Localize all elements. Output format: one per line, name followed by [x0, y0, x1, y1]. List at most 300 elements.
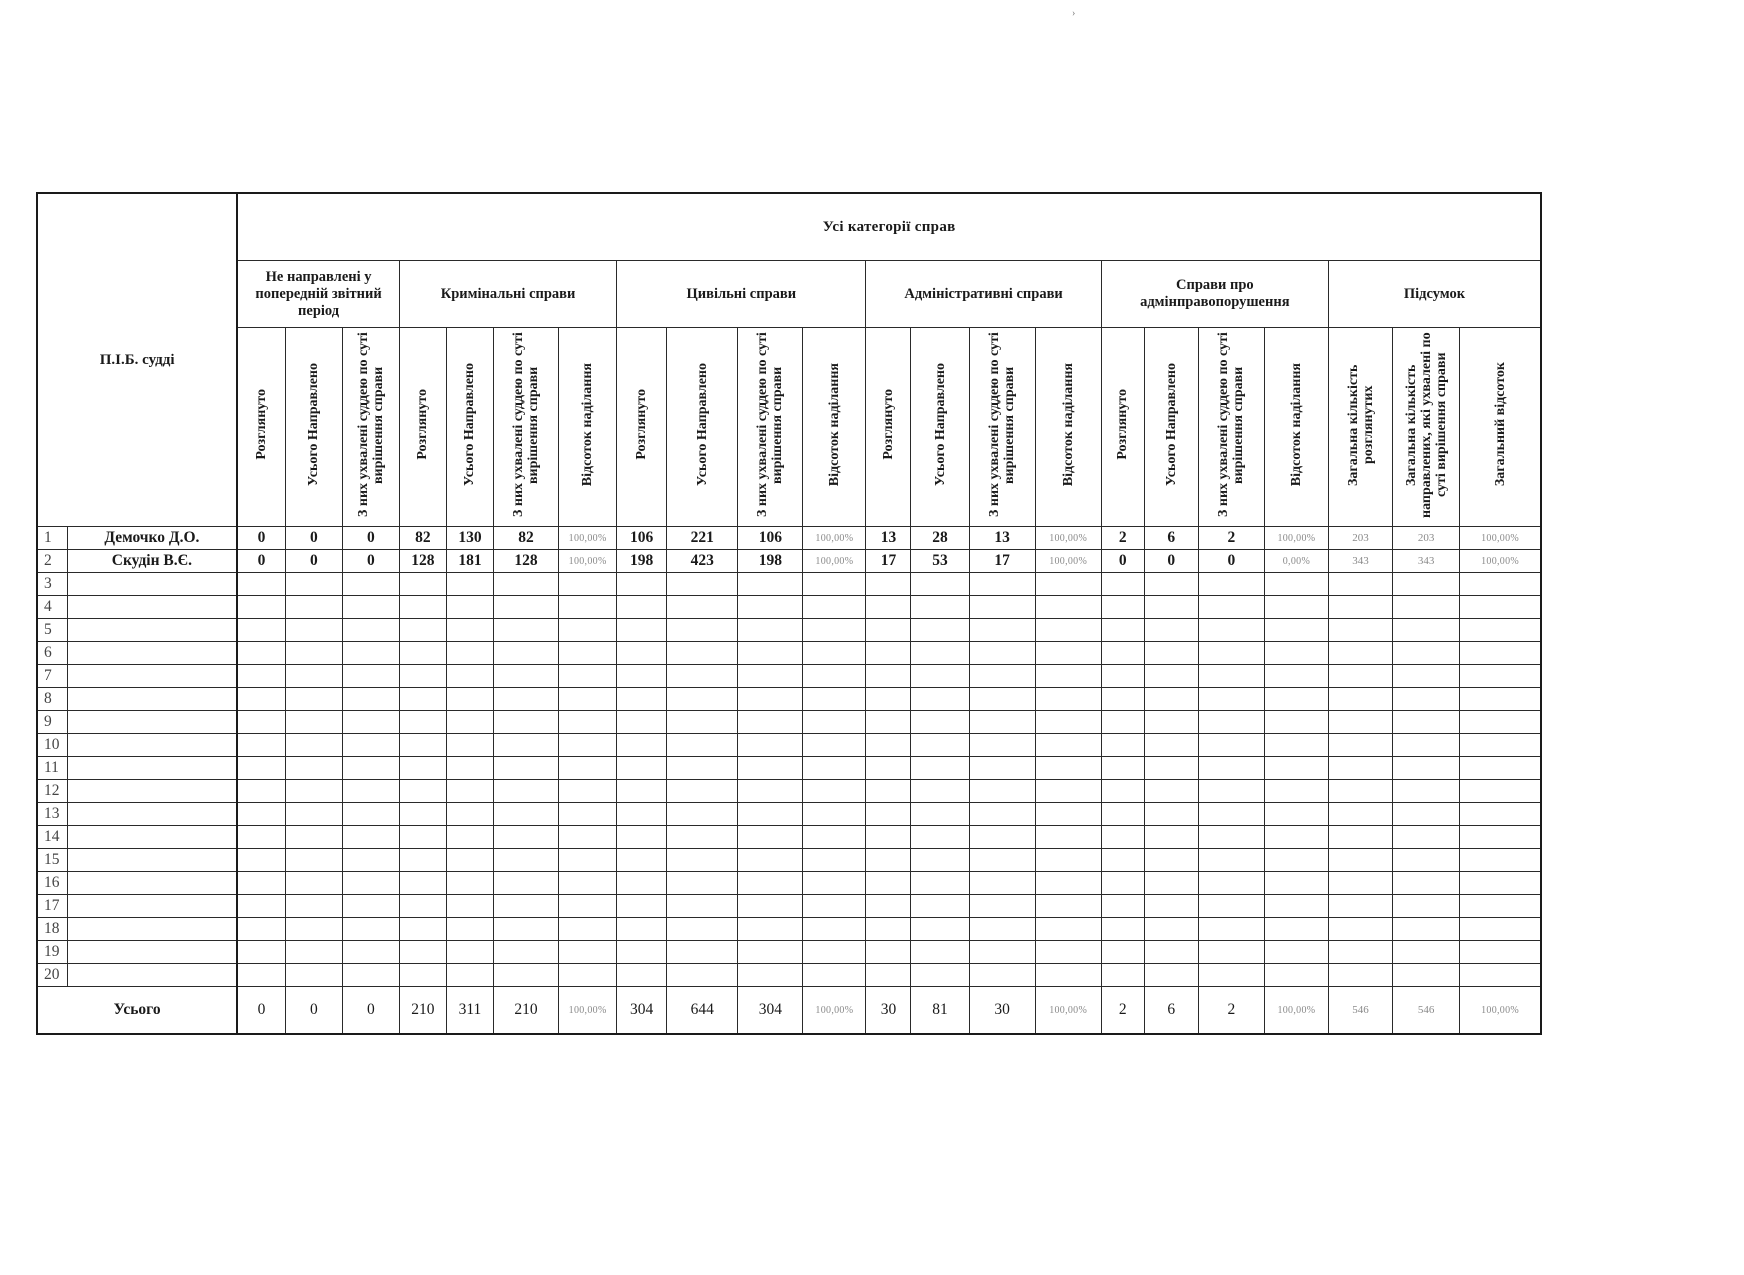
- row-number: 17: [37, 895, 67, 918]
- data-cell: [1393, 619, 1460, 642]
- data-cell: [1264, 780, 1328, 803]
- data-cell: 82: [494, 527, 559, 550]
- data-cell: [617, 918, 667, 941]
- data-cell: 0: [342, 550, 399, 573]
- column-header: [1393, 328, 1460, 527]
- row-number: 10: [37, 734, 67, 757]
- row-number: 5: [37, 619, 67, 642]
- data-cell: [911, 734, 969, 757]
- column-header-label: З них ухвалені суддею по суті вирішення справи: [987, 332, 1018, 517]
- data-cell: [1460, 619, 1541, 642]
- data-cell: [446, 826, 493, 849]
- table-row: [37, 780, 1541, 803]
- column-header-label: Усього Направлено: [1163, 363, 1179, 486]
- data-cell: [617, 711, 667, 734]
- data-cell: [667, 573, 738, 596]
- data-cell: [285, 849, 342, 872]
- data-cell: 106: [617, 527, 667, 550]
- data-cell: [1101, 757, 1144, 780]
- data-cell: [559, 941, 617, 964]
- data-cell: [1264, 803, 1328, 826]
- data-cell: [399, 918, 446, 941]
- data-cell: 221: [667, 527, 738, 550]
- data-cell: [911, 711, 969, 734]
- data-cell: [1393, 964, 1460, 987]
- data-cell: [342, 642, 399, 665]
- data-cell: [667, 941, 738, 964]
- data-cell: [617, 849, 667, 872]
- data-cell: [866, 619, 911, 642]
- data-cell: [1198, 711, 1264, 734]
- data-cell: 100,00%: [559, 550, 617, 573]
- column-header-label: З них ухвалені суддею по суті вирішення справи: [511, 332, 542, 517]
- column-header: [738, 328, 803, 527]
- group-header: Цивільні справи: [617, 261, 866, 328]
- data-cell: [667, 895, 738, 918]
- data-cell: [446, 918, 493, 941]
- data-cell: [667, 964, 738, 987]
- data-cell: [1460, 780, 1541, 803]
- data-cell: [342, 872, 399, 895]
- data-cell: [911, 941, 969, 964]
- data-cell: [1328, 941, 1392, 964]
- data-cell: [1144, 941, 1198, 964]
- data-cell: [1393, 895, 1460, 918]
- data-cell: [1393, 803, 1460, 826]
- data-cell: [342, 711, 399, 734]
- data-cell: [1035, 849, 1101, 872]
- data-cell: 203: [1328, 527, 1392, 550]
- data-cell: [667, 711, 738, 734]
- row-number: 13: [37, 803, 67, 826]
- data-cell: [1328, 849, 1392, 872]
- group-header: Не направлені у попередній звітний період: [237, 261, 399, 328]
- data-cell: [446, 688, 493, 711]
- data-cell: [1101, 895, 1144, 918]
- data-cell: [1144, 803, 1198, 826]
- data-cell: 82: [399, 527, 446, 550]
- data-cell: [667, 619, 738, 642]
- data-cell: [1144, 918, 1198, 941]
- data-cell: [803, 872, 866, 895]
- data-cell: [1328, 596, 1392, 619]
- column-header: [342, 328, 399, 527]
- data-cell: [911, 619, 969, 642]
- data-cell: [1393, 918, 1460, 941]
- data-cell: [911, 665, 969, 688]
- data-cell: [803, 803, 866, 826]
- data-cell: 17: [969, 550, 1035, 573]
- data-cell: [911, 964, 969, 987]
- data-cell: [911, 573, 969, 596]
- data-cell: [399, 803, 446, 826]
- data-cell: [803, 757, 866, 780]
- data-cell: [1393, 941, 1460, 964]
- data-cell: 6: [1144, 527, 1198, 550]
- judge-name: Скудін В.Є.: [67, 550, 237, 573]
- data-cell: 100,00%: [559, 527, 617, 550]
- data-cell: [494, 711, 559, 734]
- data-cell: [1101, 734, 1144, 757]
- data-cell: [1460, 711, 1541, 734]
- data-cell: [1144, 734, 1198, 757]
- data-cell: [285, 734, 342, 757]
- data-cell: [1144, 642, 1198, 665]
- data-cell: [559, 849, 617, 872]
- data-cell: [559, 642, 617, 665]
- data-cell: [1328, 826, 1392, 849]
- data-cell: [803, 849, 866, 872]
- total-cell: 2: [1198, 987, 1264, 1035]
- data-cell: [1035, 780, 1101, 803]
- data-cell: [1198, 803, 1264, 826]
- judge-name: Демочко Д.О.: [67, 527, 237, 550]
- data-cell: [1460, 872, 1541, 895]
- data-cell: [285, 918, 342, 941]
- data-cell: [1328, 711, 1392, 734]
- data-cell: [1264, 688, 1328, 711]
- row-number: 2: [37, 550, 67, 573]
- data-cell: [1328, 642, 1392, 665]
- data-cell: [1198, 642, 1264, 665]
- data-cell: [1035, 711, 1101, 734]
- data-cell: [399, 941, 446, 964]
- data-cell: [1101, 619, 1144, 642]
- column-header: [1264, 328, 1328, 527]
- data-cell: [342, 826, 399, 849]
- data-cell: [803, 734, 866, 757]
- data-cell: [667, 596, 738, 619]
- column-header: [446, 328, 493, 527]
- data-cell: [1264, 895, 1328, 918]
- data-cell: [969, 941, 1035, 964]
- data-cell: [1264, 918, 1328, 941]
- data-cell: [1198, 849, 1264, 872]
- data-cell: [399, 964, 446, 987]
- column-header: [399, 328, 446, 527]
- data-cell: [1264, 665, 1328, 688]
- data-cell: [399, 872, 446, 895]
- row-number: 11: [37, 757, 67, 780]
- data-cell: [1035, 895, 1101, 918]
- data-cell: [1198, 872, 1264, 895]
- data-cell: [803, 964, 866, 987]
- data-cell: [803, 573, 866, 596]
- data-cell: [803, 780, 866, 803]
- total-cell: 0: [342, 987, 399, 1035]
- data-cell: [559, 665, 617, 688]
- column-header: [1328, 328, 1392, 527]
- table-row: [37, 734, 1541, 757]
- data-cell: 0: [342, 527, 399, 550]
- data-cell: [399, 711, 446, 734]
- data-cell: [446, 596, 493, 619]
- data-cell: [803, 826, 866, 849]
- data-cell: [1264, 826, 1328, 849]
- data-cell: [1035, 665, 1101, 688]
- row-number: 9: [37, 711, 67, 734]
- data-cell: [911, 918, 969, 941]
- data-cell: 343: [1393, 550, 1460, 573]
- data-cell: [494, 780, 559, 803]
- row-number: 8: [37, 688, 67, 711]
- data-cell: [399, 757, 446, 780]
- data-cell: [285, 665, 342, 688]
- data-cell: [969, 734, 1035, 757]
- data-cell: [1264, 872, 1328, 895]
- row-number: 15: [37, 849, 67, 872]
- column-header-label: З них ухвалені суддею по суті вирішення справи: [755, 332, 786, 517]
- data-cell: [667, 826, 738, 849]
- data-cell: [559, 734, 617, 757]
- data-cell: [1144, 780, 1198, 803]
- row-number: 19: [37, 941, 67, 964]
- data-cell: [237, 918, 285, 941]
- data-cell: [1101, 918, 1144, 941]
- data-cell: [285, 964, 342, 987]
- data-cell: [617, 780, 667, 803]
- data-cell: [803, 918, 866, 941]
- data-cell: [617, 642, 667, 665]
- data-cell: [342, 918, 399, 941]
- data-cell: [1144, 573, 1198, 596]
- total-cell: 100,00%: [803, 987, 866, 1035]
- column-header-label: Розглянуто: [254, 389, 269, 460]
- data-cell: 128: [399, 550, 446, 573]
- data-cell: [738, 780, 803, 803]
- judges-statistics-table: [36, 192, 1542, 1035]
- data-cell: [969, 757, 1035, 780]
- data-cell: [738, 872, 803, 895]
- data-cell: [1101, 872, 1144, 895]
- data-cell: [237, 665, 285, 688]
- data-cell: [446, 895, 493, 918]
- data-cell: [866, 964, 911, 987]
- table-row: [37, 550, 1541, 573]
- data-cell: [911, 895, 969, 918]
- data-cell: [1144, 688, 1198, 711]
- judge-name: [67, 688, 237, 711]
- data-cell: [494, 757, 559, 780]
- data-cell: [911, 596, 969, 619]
- data-cell: [1328, 757, 1392, 780]
- row-number: 14: [37, 826, 67, 849]
- group-header: Підсумок: [1328, 261, 1541, 328]
- data-cell: [866, 596, 911, 619]
- data-cell: [1101, 665, 1144, 688]
- data-cell: [559, 964, 617, 987]
- data-cell: [1328, 803, 1392, 826]
- data-cell: [866, 918, 911, 941]
- data-cell: [285, 872, 342, 895]
- data-cell: [1198, 573, 1264, 596]
- data-cell: 2: [1101, 527, 1144, 550]
- data-cell: [1101, 826, 1144, 849]
- data-cell: [1035, 964, 1101, 987]
- data-cell: [667, 803, 738, 826]
- judge-name: [67, 941, 237, 964]
- data-cell: [446, 849, 493, 872]
- data-cell: [1328, 964, 1392, 987]
- data-cell: [617, 941, 667, 964]
- column-header-label: Відсоток наділання: [826, 362, 842, 487]
- column-header-label: Відсоток наділання: [580, 362, 596, 487]
- total-cell: 100,00%: [559, 987, 617, 1035]
- table-row: [37, 573, 1541, 596]
- data-cell: [1460, 918, 1541, 941]
- data-cell: [969, 642, 1035, 665]
- data-cell: [1144, 826, 1198, 849]
- data-cell: [559, 619, 617, 642]
- data-cell: [969, 619, 1035, 642]
- data-cell: [342, 688, 399, 711]
- total-cell: 81: [911, 987, 969, 1035]
- data-cell: [1264, 941, 1328, 964]
- table-row: [37, 918, 1541, 941]
- data-cell: [738, 596, 803, 619]
- data-cell: 13: [969, 527, 1035, 550]
- data-cell: 0: [1198, 550, 1264, 573]
- data-cell: [1460, 826, 1541, 849]
- column-header: [1198, 328, 1264, 527]
- data-cell: [866, 803, 911, 826]
- data-cell: [559, 803, 617, 826]
- data-cell: [1035, 573, 1101, 596]
- data-cell: 100,00%: [1460, 550, 1541, 573]
- data-cell: 17: [866, 550, 911, 573]
- data-cell: [342, 803, 399, 826]
- data-cell: 0,00%: [1264, 550, 1328, 573]
- data-cell: [911, 826, 969, 849]
- data-cell: [1328, 688, 1392, 711]
- data-cell: [399, 734, 446, 757]
- column-header: [1144, 328, 1198, 527]
- column-header: [866, 328, 911, 527]
- data-cell: [1393, 849, 1460, 872]
- data-cell: [803, 642, 866, 665]
- table-row: [37, 642, 1541, 665]
- data-cell: 100,00%: [803, 550, 866, 573]
- data-cell: [617, 895, 667, 918]
- data-cell: [399, 642, 446, 665]
- data-cell: [866, 688, 911, 711]
- data-cell: [285, 642, 342, 665]
- data-cell: [237, 849, 285, 872]
- data-cell: [803, 941, 866, 964]
- data-cell: [866, 734, 911, 757]
- data-cell: 203: [1393, 527, 1460, 550]
- data-cell: [969, 872, 1035, 895]
- data-cell: [342, 734, 399, 757]
- data-cell: [446, 941, 493, 964]
- data-cell: [969, 688, 1035, 711]
- data-cell: [738, 734, 803, 757]
- data-cell: [866, 711, 911, 734]
- data-cell: [494, 872, 559, 895]
- data-cell: [911, 688, 969, 711]
- column-header: [1101, 328, 1144, 527]
- data-cell: [494, 642, 559, 665]
- data-cell: [738, 711, 803, 734]
- data-cell: [911, 642, 969, 665]
- data-cell: [1198, 826, 1264, 849]
- data-cell: [969, 780, 1035, 803]
- data-cell: [1101, 688, 1144, 711]
- data-cell: [494, 964, 559, 987]
- data-cell: 2: [1198, 527, 1264, 550]
- data-cell: [1101, 711, 1144, 734]
- data-cell: [617, 688, 667, 711]
- data-cell: [494, 573, 559, 596]
- row-number: 1: [37, 527, 67, 550]
- data-cell: [667, 780, 738, 803]
- data-cell: [399, 895, 446, 918]
- table-row: [37, 596, 1541, 619]
- data-cell: [1101, 573, 1144, 596]
- total-cell: 0: [285, 987, 342, 1035]
- data-cell: [237, 826, 285, 849]
- data-cell: [237, 711, 285, 734]
- data-cell: [1264, 734, 1328, 757]
- table-row: [37, 665, 1541, 688]
- column-header-label: З них ухвалені суддею по суті вирішення справи: [1216, 332, 1247, 517]
- total-cell: 30: [866, 987, 911, 1035]
- data-cell: [559, 872, 617, 895]
- data-cell: [969, 826, 1035, 849]
- data-cell: [1460, 941, 1541, 964]
- total-cell: 304: [617, 987, 667, 1035]
- row-number: 20: [37, 964, 67, 987]
- table-row: [37, 711, 1541, 734]
- data-cell: 343: [1328, 550, 1392, 573]
- data-cell: [1035, 826, 1101, 849]
- table-row: [37, 872, 1541, 895]
- data-cell: [738, 895, 803, 918]
- data-cell: [617, 734, 667, 757]
- data-cell: 100,00%: [803, 527, 866, 550]
- column-header-label: Усього Направлено: [932, 363, 948, 486]
- judge-name: [67, 711, 237, 734]
- data-cell: [1198, 918, 1264, 941]
- judge-name: [67, 573, 237, 596]
- data-cell: [446, 757, 493, 780]
- data-cell: [1328, 734, 1392, 757]
- data-cell: [446, 964, 493, 987]
- data-cell: [285, 573, 342, 596]
- data-cell: [911, 872, 969, 895]
- data-cell: [1460, 642, 1541, 665]
- total-cell: 100,00%: [1460, 987, 1541, 1035]
- data-cell: [738, 665, 803, 688]
- data-cell: [1035, 803, 1101, 826]
- data-cell: [617, 573, 667, 596]
- data-cell: [866, 895, 911, 918]
- data-cell: [667, 734, 738, 757]
- data-cell: [559, 757, 617, 780]
- data-cell: [866, 849, 911, 872]
- data-cell: [1035, 688, 1101, 711]
- data-cell: [237, 573, 285, 596]
- data-cell: [399, 780, 446, 803]
- data-cell: 0: [1144, 550, 1198, 573]
- total-cell: 6: [1144, 987, 1198, 1035]
- data-cell: [237, 596, 285, 619]
- judge-name: [67, 596, 237, 619]
- row-number: 7: [37, 665, 67, 688]
- judge-name: [67, 895, 237, 918]
- group-header: Адміністративні справи: [866, 261, 1101, 328]
- data-cell: [399, 688, 446, 711]
